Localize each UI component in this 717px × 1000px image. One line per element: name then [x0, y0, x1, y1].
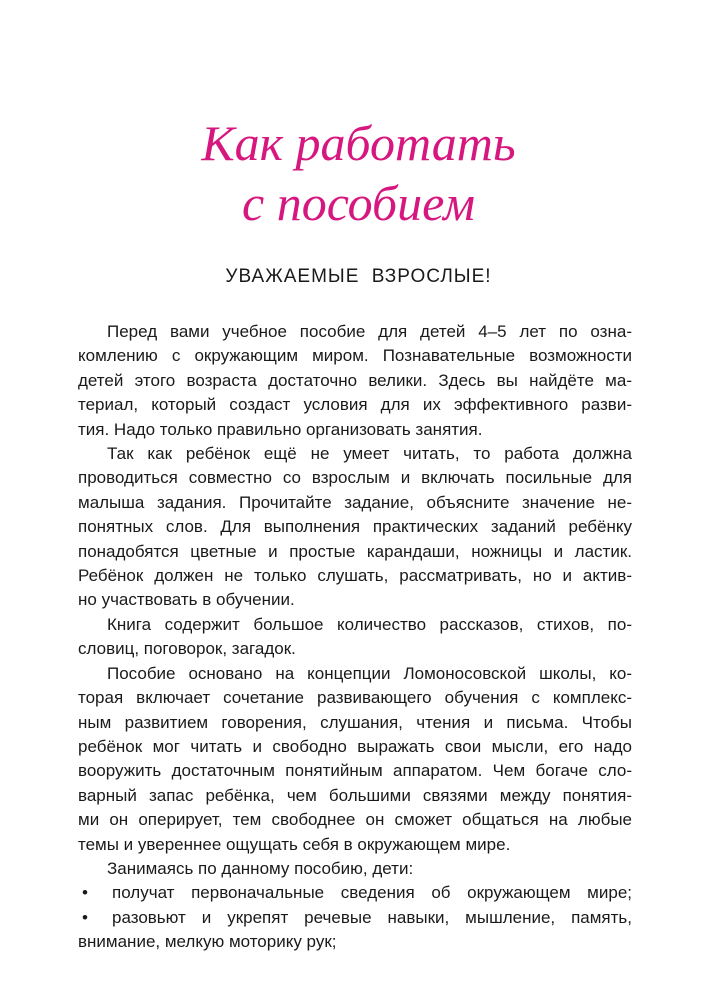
- text-line: варный запас ребёнка, чем большими связями между понятия-: [78, 785, 632, 805]
- bullet-text-line: разовьют и укрепят речевые навыки, мышление, память,: [112, 907, 632, 927]
- text-line: Книга содержит большое количество рассказов, стихов, по-: [107, 614, 632, 634]
- text-line: тия. Надо только правильно организовать занятия.: [78, 419, 483, 439]
- bullet-marker: •: [82, 883, 88, 903]
- text-line: комлению с окружающим миром. Познавательные возможности: [78, 346, 632, 366]
- paragraph-concept: [78, 662, 632, 857]
- text-line: Перед вами учебное пособие для детей 4–5 лет по озна-: [107, 322, 632, 341]
- text-line: ным развитием говорения, слушания, чтения и письма. Чтобы: [78, 712, 632, 732]
- text-line: Так как ребёнок ещё не умеет читать, то работа должна: [107, 444, 632, 464]
- text-line: Пособие основано на концепции Ломоносовской школы, ко-: [107, 663, 632, 683]
- bullet-item: [78, 906, 632, 955]
- text-line: ми он оперирует, тем свободнее он сможет общаться на любые: [78, 810, 632, 830]
- text-line: детей этого возраста достаточно велики. Здесь вы найдёте ма-: [78, 370, 632, 390]
- text-line: но участвовать в обучении.: [78, 590, 295, 610]
- bullet-marker: •: [82, 907, 88, 927]
- text-line: проводиться совместно со взрослым и включать посильные для: [78, 468, 632, 488]
- text-line: торая включает сочетание развивающего обучения с комплекс-: [78, 688, 632, 708]
- text-line: Ребёнок должен не только слушать, рассматривать, но и актив-: [78, 566, 632, 586]
- paragraph-book-contents: [78, 613, 632, 662]
- text-line: ребёнок мог читать и свободно выражать свои мысли, его надо: [78, 736, 632, 756]
- text-line: словиц, поговорок, загадок.: [78, 639, 296, 659]
- body-text: [78, 320, 632, 955]
- text-line: темы и увереннее ощущать себя в окружающем мире.: [78, 834, 511, 854]
- section-heading: УВАЖАЕМЫЕ ВЗРОСЛЫЕ!: [225, 266, 492, 287]
- text-line: Занимаясь по данному пособию, дети:: [107, 858, 414, 878]
- text-line: вооружить достаточным понятийным аппаратом. Чем богаче сло-: [78, 761, 632, 781]
- page-title-line-2: с пособием: [242, 175, 475, 231]
- paragraph-joint-work: [78, 442, 632, 613]
- bullet-item: [78, 881, 632, 905]
- text-line: понятных слов. Для выполнения практических заданий ребёнку: [78, 517, 632, 537]
- text-line: понадобятся цветные и простые карандаши, ножницы и ластик.: [78, 541, 632, 561]
- bullet-text-line: внимание, мелкую моторику рук;: [78, 932, 337, 952]
- paragraph-intro: [78, 320, 632, 442]
- paragraph-list-intro: [78, 857, 632, 881]
- text-line: малыша задания. Прочитайте задание, объясните значение не-: [78, 492, 632, 512]
- bullet-text-line: получат первоначальные сведения об окружающем мире;: [112, 883, 632, 903]
- page-title-line-1: Как работать: [201, 115, 516, 171]
- text-line: териал, который создаст условия для их эффективного разви-: [78, 395, 632, 415]
